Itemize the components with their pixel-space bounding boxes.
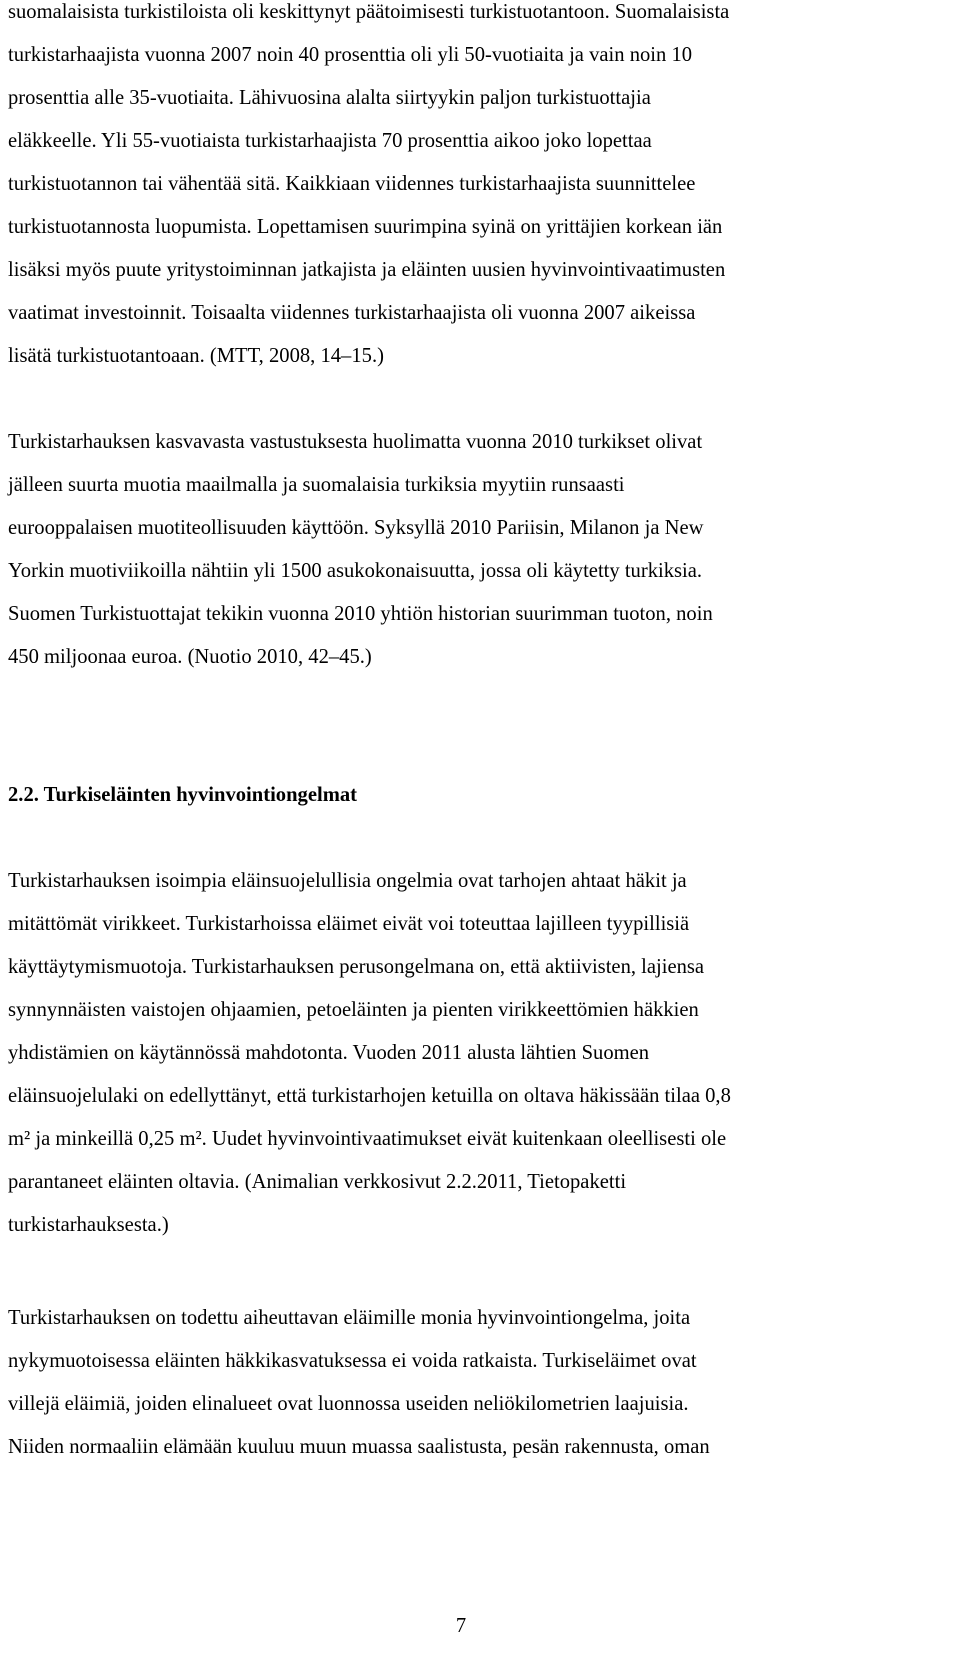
text-line: Niiden normaaliin elämään kuuluu muun muassa saalistusta, pesän rakennusta, oman	[8, 1436, 710, 1458]
text-line: eläkkeelle. Yli 55-vuotiaista turkistarhaajista 70 prosenttia aikoo joko lopettaa	[8, 130, 652, 152]
text-line: m² ja minkeillä 0,25 m². Uudet hyvinvointivaatimukset eivät kuitenkaan oleellisesti ole	[8, 1128, 727, 1150]
text-line: Turkistarhauksen isoimpia eläinsuojelullisia ongelmia ovat tarhojen ahtaat häkit ja	[8, 870, 687, 892]
text-line: lisäksi myös puute yritystoiminnan jatkajista ja eläinten uusien hyvinvointivaatimusten	[8, 259, 726, 281]
text-line: Suomen Turkistuottajat tekikin vuonna 2010 yhtiön historian suurimman tuoton, noin	[8, 603, 713, 625]
text-line: Yorkin muotiviikoilla nähtiin yli 1500 asukokonaisuutta, jossa oli käytetty turkiksia.	[8, 560, 703, 582]
text-line: Turkistarhauksen kasvavasta vastustuksesta huolimatta vuonna 2010 turkikset olivat	[8, 431, 703, 453]
text-line: turkistarhaajista vuonna 2007 noin 40 prosenttia oli yli 50-vuotiaita ja vain noin 10	[8, 44, 693, 66]
text-line: mitättömät virikkeet. Turkistarhoissa eläimet eivät voi toteuttaa lajilleen tyypillisiä	[8, 913, 690, 935]
text-line: vaatimat investoinnit. Toisaalta viidennes turkistarhaajista oli vuonna 2007 aikeissa	[8, 302, 696, 324]
text-line: suomalaisista turkistiloista oli keskittynyt päätoimisesti turkistuotantoon. Suomalaisista	[8, 1, 730, 23]
text-line: käyttäytymismuotoja. Turkistarhauksen perusongelmana on, että aktiivisten, lajiensa	[8, 956, 705, 978]
text-line: synnynnäisten vaistojen ohjaamien, petoeläinten ja pienten virikkeettömien häkkien	[8, 999, 699, 1021]
text-line: Turkistarhauksen on todettu aiheuttavan eläimille monia hyvinvointiongelma, joita	[8, 1307, 691, 1329]
text-line: villejä eläimiä, joiden elinalueet ovat luonnossa useiden neliökilometrien laajuisia.	[8, 1393, 689, 1415]
text-line: 450 miljoonaa euroa. (Nuotio 2010, 42–45.)	[8, 646, 372, 668]
section-heading: 2.2. Turkiseläinten hyvinvointiongelmat	[8, 784, 358, 806]
text-line: yhdistämien on käytännössä mahdotonta. Vuoden 2011 alusta lähtien Suomen	[8, 1042, 650, 1064]
text-line: eläinsuojelulaki on edellyttänyt, että turkistarhojen ketuilla on oltava häkissään tilaa 0,8	[8, 1085, 731, 1107]
text-line: turkistuotannosta luopumista. Lopettamisen suurimpina syinä on yrittäjien korkean iän	[8, 216, 723, 238]
text-line: turkistuotannon tai vähentää sitä. Kaikkiaan viidennes turkistarhaajista suunnittelee	[8, 173, 696, 195]
text-line: jälleen suurta muotia maailmalla ja suomalaisia turkiksia myytiin runsaasti	[8, 474, 625, 496]
text-line: prosenttia alle 35-vuotiaita. Lähivuosina alalta siirtyykin paljon turkistuottajia	[8, 87, 651, 109]
text-line: lisätä turkistuotantoaan. (MTT, 2008, 14–15.)	[8, 345, 384, 367]
text-line: turkistarhauksesta.)	[8, 1214, 169, 1236]
text-line: parantaneet eläinten oltavia. (Animalian verkkosivut 2.2.2011, Tietopaketti	[8, 1171, 627, 1193]
text-line: eurooppalaisen muotiteollisuuden käyttöön. Syksyllä 2010 Pariisin, Milanon ja New	[8, 517, 704, 539]
text-line: nykymuotoisessa eläinten häkkikasvatuksessa ei voida ratkaista. Turkiseläimet ovat	[8, 1350, 697, 1372]
page-number: 7	[455, 1615, 467, 1637]
